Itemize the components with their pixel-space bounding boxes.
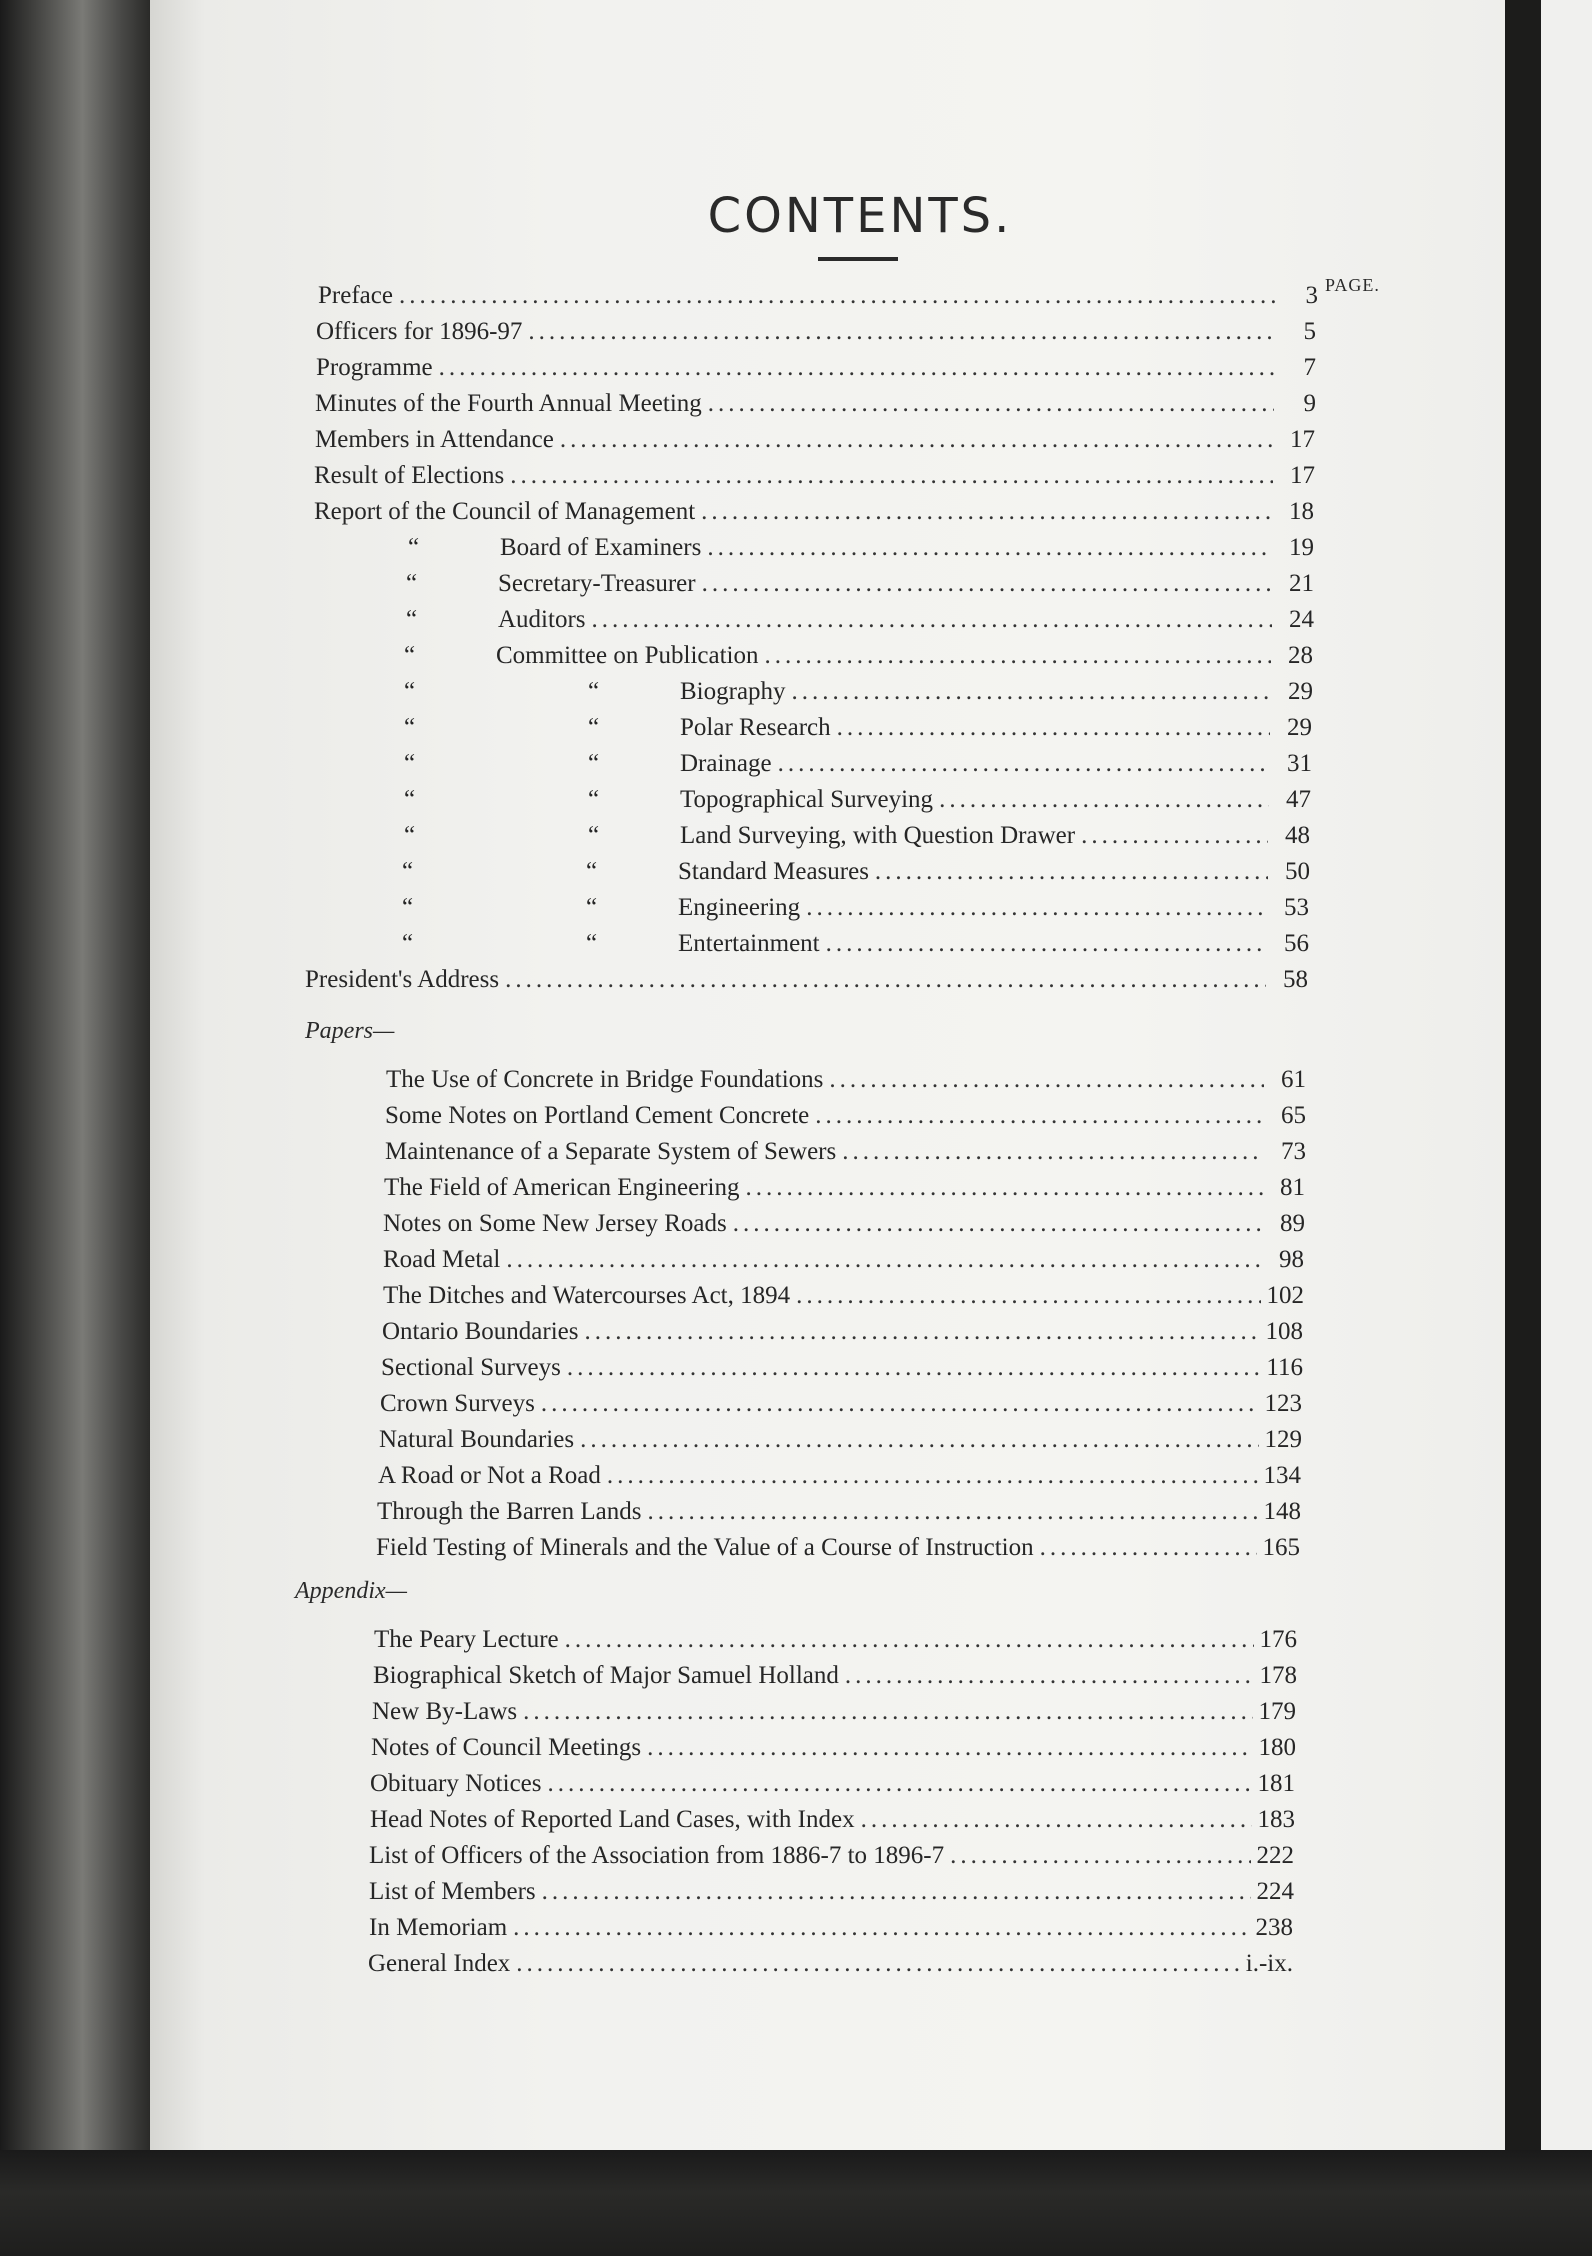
toc-entry-title xyxy=(406,606,586,634)
toc-entry-title xyxy=(368,1950,510,1978)
dot-leader xyxy=(778,750,1270,778)
toc-entry xyxy=(316,318,1316,352)
toc-entry-page-number: 98 xyxy=(1279,1246,1304,1273)
toc-entry xyxy=(383,1282,1304,1316)
toc-entry-text: The Use of Concrete in Bridge Foundations xyxy=(386,1066,824,1093)
toc-entry-text: Topographical Surveying xyxy=(680,786,934,813)
toc-entry xyxy=(314,462,1315,496)
toc-entry-text: Through the Barren Lands xyxy=(377,1498,642,1525)
toc-entry-page-number: 48 xyxy=(1285,822,1310,849)
ditto-mark: “ xyxy=(404,822,416,849)
toc-entry-page-number: 18 xyxy=(1289,498,1314,525)
toc-entry-title xyxy=(379,1426,574,1454)
toc-entry xyxy=(368,1950,1293,1984)
toc-entry-title xyxy=(385,1102,809,1130)
toc-entry-page-number: 3 xyxy=(1305,282,1318,309)
toc-entry xyxy=(373,1662,1297,1696)
toc-entry-page-number: 134 xyxy=(1263,1462,1301,1489)
toc-entry-text: Secretary-Treasurer xyxy=(498,570,696,597)
toc-entry-page-number: 65 xyxy=(1281,1102,1306,1129)
toc-entry xyxy=(369,1914,1293,1948)
ditto-mark: “ xyxy=(586,894,598,921)
toc-entry-title xyxy=(315,426,554,454)
toc-entry-page-number: 53 xyxy=(1284,894,1309,921)
dot-leader xyxy=(837,714,1270,742)
toc-entry-text: Natural Boundaries xyxy=(379,1426,575,1453)
toc-entry-title xyxy=(371,1734,641,1762)
dot-leader xyxy=(541,1390,1259,1418)
toc-entry-page-number: 21 xyxy=(1289,570,1314,597)
toc-entry-text: Sectional Surveys xyxy=(381,1354,561,1381)
dot-leader xyxy=(875,858,1268,886)
toc-entry-title xyxy=(404,678,786,706)
ditto-mark: “ xyxy=(408,534,420,561)
toc-entry-text: Biography xyxy=(680,678,786,705)
toc-entry-title xyxy=(305,966,499,994)
toc-entry-page-number: 181 xyxy=(1257,1770,1295,1797)
toc-entry xyxy=(381,1354,1303,1388)
toc-entry-text: Result of Elections xyxy=(314,462,505,489)
toc-entry-text: Obituary Notices xyxy=(370,1770,542,1797)
toc-entry xyxy=(402,894,1309,928)
toc-entry-title xyxy=(314,462,504,490)
toc-entry xyxy=(382,1318,1303,1352)
toc-entry-page-number: 17 xyxy=(1290,426,1315,453)
toc-entry-text: List of Members xyxy=(369,1878,536,1905)
toc-entry-page-number: 183 xyxy=(1257,1806,1295,1833)
ditto-mark: “ xyxy=(586,858,598,885)
toc-entry-text: In Memoriam xyxy=(369,1914,508,1941)
ditto-mark: “ xyxy=(402,930,414,957)
dot-leader xyxy=(439,354,1274,382)
ditto-mark: “ xyxy=(406,606,418,633)
toc-entry-title xyxy=(383,1246,500,1274)
dot-leader xyxy=(829,1066,1264,1094)
toc-entry-page-number: 179 xyxy=(1258,1698,1296,1725)
toc-entry xyxy=(369,1842,1294,1876)
page-column-label: PAGE. xyxy=(1325,275,1380,295)
toc-entry-title xyxy=(315,390,702,418)
toc-entry-page-number: 123 xyxy=(1264,1390,1302,1417)
toc-entry-text: Land Surveying, with Question Drawer xyxy=(680,822,1076,849)
toc-entry xyxy=(377,1498,1301,1532)
dot-leader xyxy=(607,1462,1258,1490)
dot-leader xyxy=(745,1174,1263,1202)
toc-entry xyxy=(385,1102,1306,1136)
toc-entry-page-number: 5 xyxy=(1303,318,1316,345)
toc-entry xyxy=(371,1734,1296,1768)
toc-entry xyxy=(404,822,1310,856)
dot-leader xyxy=(1040,1534,1257,1562)
dot-leader xyxy=(648,1498,1258,1526)
page-title: CONTENTS. xyxy=(707,188,1013,244)
dot-leader xyxy=(567,1354,1261,1382)
dot-leader xyxy=(513,1914,1249,1942)
toc-entry xyxy=(402,858,1310,892)
toc-entry-title xyxy=(372,1698,517,1726)
toc-entry-text: Notes on Some New Jersey Roads xyxy=(383,1210,727,1237)
toc-entry-page-number: 28 xyxy=(1288,642,1313,669)
toc-entry-page-number: 116 xyxy=(1266,1354,1303,1381)
toc-entry-text: The Field of American Engineering xyxy=(384,1174,740,1201)
toc-entry-title xyxy=(316,318,522,346)
toc-entry-page-number: 176 xyxy=(1259,1626,1297,1653)
toc-entry-title xyxy=(383,1210,727,1238)
ditto-mark: “ xyxy=(404,786,416,813)
toc-entry-title xyxy=(374,1626,559,1654)
toc-entry-title xyxy=(369,1914,507,1942)
toc-entry-page-number: 224 xyxy=(1256,1878,1294,1905)
dot-leader xyxy=(584,1318,1259,1346)
toc-entry-text: New By-Laws xyxy=(372,1698,518,1725)
toc-entry xyxy=(406,570,1314,604)
toc-entry-page-number: 178 xyxy=(1259,1662,1297,1689)
toc-entry-title xyxy=(370,1806,855,1834)
ditto-mark: “ xyxy=(402,894,414,921)
toc-entry-title xyxy=(378,1462,601,1490)
ditto-mark: “ xyxy=(588,750,600,777)
toc-entry-text: Maintenance of a Separate System of Sewers xyxy=(385,1138,837,1165)
dot-leader xyxy=(505,966,1266,994)
dot-leader xyxy=(796,1282,1260,1310)
toc-entry-title xyxy=(373,1662,839,1690)
toc-entry xyxy=(378,1462,1301,1496)
ditto-mark: “ xyxy=(404,750,416,777)
dot-leader xyxy=(506,1246,1262,1274)
toc-entry-title xyxy=(383,1282,790,1310)
toc-entry xyxy=(369,1878,1294,1912)
toc-entry-title xyxy=(404,786,933,814)
toc-entry-title xyxy=(381,1354,561,1382)
toc-entry xyxy=(318,282,1318,316)
dot-leader xyxy=(523,1698,1252,1726)
toc-entry xyxy=(406,606,1314,640)
toc-entry-title xyxy=(377,1498,642,1526)
toc-entry-text: Notes of Council Meetings xyxy=(371,1734,642,1761)
toc-entry-page-number: 165 xyxy=(1262,1534,1300,1561)
dot-leader xyxy=(708,390,1274,418)
toc-entry-title xyxy=(404,750,772,778)
toc-entry-title xyxy=(385,1138,836,1166)
toc-entry-title xyxy=(402,858,869,886)
dot-leader xyxy=(764,642,1271,670)
toc-entry-text: The Ditches and Watercourses Act, 1894 xyxy=(383,1282,791,1309)
toc-entry-page-number: 29 xyxy=(1288,678,1313,705)
toc-entry-title xyxy=(404,822,1075,850)
ditto-mark: “ xyxy=(586,930,598,957)
dot-leader xyxy=(580,1426,1258,1454)
dot-leader xyxy=(826,930,1267,958)
dot-leader xyxy=(542,1878,1251,1906)
toc-entry-text: Minutes of the Fourth Annual Meeting xyxy=(315,390,702,417)
toc-entry-title xyxy=(380,1390,535,1418)
toc-entry-title xyxy=(404,714,831,742)
section-heading-papers: Papers— xyxy=(305,1018,395,1044)
toc-entry-title xyxy=(370,1770,541,1798)
toc-entry-page-number: 148 xyxy=(1263,1498,1301,1525)
toc-entry-title xyxy=(406,570,696,598)
dot-leader xyxy=(647,1734,1252,1762)
toc-entry xyxy=(305,966,1308,1000)
toc-entry-text: Ontario Boundaries xyxy=(382,1318,579,1345)
dot-leader xyxy=(842,1138,1264,1166)
toc-entry-page-number: 29 xyxy=(1287,714,1312,741)
toc-entry xyxy=(384,1174,1305,1208)
toc-entry-text: Committee on Publication xyxy=(496,642,759,669)
dot-leader xyxy=(547,1770,1251,1798)
toc-entry xyxy=(374,1626,1297,1660)
toc-entry-page-number: 31 xyxy=(1287,750,1312,777)
toc-entry-text: Head Notes of Reported Land Cases, with Index xyxy=(370,1806,855,1833)
toc-entry xyxy=(379,1426,1302,1460)
toc-entry xyxy=(315,426,1315,460)
toc-entry xyxy=(404,714,1312,748)
toc-entry xyxy=(370,1806,1295,1840)
toc-entry-text: Polar Research xyxy=(680,714,831,741)
toc-entry-title xyxy=(369,1878,536,1906)
toc-entry-text: Members in Attendance xyxy=(315,426,554,453)
toc-entry xyxy=(402,930,1309,964)
toc-entry xyxy=(383,1210,1305,1244)
toc-entry-text: Road Metal xyxy=(383,1246,501,1273)
dot-leader xyxy=(950,1842,1250,1870)
ditto-mark: “ xyxy=(406,570,418,597)
toc-entry-page-number: 102 xyxy=(1266,1282,1304,1309)
toc-entry-page-number: 9 xyxy=(1303,390,1316,417)
toc-entry xyxy=(385,1138,1306,1172)
toc-entry-text: Biographical Sketch of Major Samuel Holland xyxy=(373,1662,839,1689)
toc-entry-page-number: 19 xyxy=(1289,534,1314,561)
toc-entry-title xyxy=(314,498,695,526)
toc-entry-text: Programme xyxy=(316,354,433,381)
toc-entry-page-number: 24 xyxy=(1289,606,1314,633)
toc-entry-text: Report of the Council of Management xyxy=(314,498,696,525)
toc-entry-text: List of Officers of the Association from 1886-7 to 1896-7 xyxy=(369,1842,945,1869)
toc-entry-title xyxy=(316,354,433,382)
dot-leader xyxy=(1081,822,1268,850)
dot-leader xyxy=(806,894,1267,922)
dot-leader xyxy=(702,570,1272,598)
toc-entry-title xyxy=(376,1534,1034,1562)
toc-entry-page-number: 73 xyxy=(1281,1138,1306,1165)
toc-entry xyxy=(408,534,1314,568)
toc-entry-page-number: 56 xyxy=(1284,930,1309,957)
toc-entry-title xyxy=(318,282,393,310)
toc-entry-text: Drainage xyxy=(680,750,772,777)
toc-entry-page-number: 108 xyxy=(1265,1318,1303,1345)
toc-entry-page-number: 50 xyxy=(1285,858,1310,885)
dot-leader xyxy=(701,498,1272,526)
toc-entry-title xyxy=(404,642,758,670)
toc-entry-page-number: 81 xyxy=(1280,1174,1305,1201)
toc-entry-title xyxy=(402,930,820,958)
toc-entry-text: The Peary Lecture xyxy=(374,1626,559,1653)
toc-entry xyxy=(386,1066,1306,1100)
toc-entry xyxy=(315,390,1316,424)
ditto-mark: “ xyxy=(588,822,600,849)
dot-leader xyxy=(845,1662,1254,1690)
ditto-mark: “ xyxy=(402,858,414,885)
toc-entry-page-number: 61 xyxy=(1281,1066,1306,1093)
ditto-mark: “ xyxy=(404,714,416,741)
dot-leader xyxy=(815,1102,1264,1130)
toc-entry-page-number: 129 xyxy=(1264,1426,1302,1453)
toc-entry xyxy=(316,354,1316,388)
toc-entry xyxy=(404,750,1312,784)
toc-entry-page-number: i.-ix. xyxy=(1245,1950,1293,1977)
toc-entry-title xyxy=(408,534,701,562)
toc-entry-text: Auditors xyxy=(498,606,586,633)
toc-entry-text: President's Address xyxy=(305,966,500,993)
dot-leader xyxy=(560,426,1273,454)
dot-leader xyxy=(565,1626,1254,1654)
toc-entry-page-number: 180 xyxy=(1258,1734,1296,1761)
toc-entry-page-number: 58 xyxy=(1283,966,1308,993)
dot-leader xyxy=(399,282,1276,310)
dot-leader xyxy=(939,786,1269,814)
toc-entry-text: Board of Examiners xyxy=(500,534,702,561)
toc-entry-text: Standard Measures xyxy=(678,858,869,885)
dot-leader xyxy=(592,606,1273,634)
toc-entry-text: General Index xyxy=(368,1950,511,1977)
toc-entry-text: Preface xyxy=(318,282,393,309)
toc-entry-text: Some Notes on Portland Cement Concrete xyxy=(385,1102,810,1129)
section-heading-appendix: Appendix— xyxy=(295,1578,407,1604)
toc-entry-text: A Road or Not a Road xyxy=(378,1462,601,1489)
dot-leader xyxy=(510,462,1273,490)
toc-entry xyxy=(314,498,1314,532)
dot-leader xyxy=(528,318,1274,346)
toc-entry-page-number: 17 xyxy=(1290,462,1315,489)
toc-entry xyxy=(404,642,1313,676)
toc-entry-text: Officers for 1896-97 xyxy=(316,318,523,345)
ditto-mark: “ xyxy=(404,678,416,705)
dot-leader xyxy=(861,1806,1252,1834)
toc-entry-page-number: 222 xyxy=(1256,1842,1294,1869)
toc-entry-page-number: 7 xyxy=(1303,354,1316,381)
toc-entry xyxy=(370,1770,1295,1804)
dot-leader xyxy=(707,534,1272,562)
dot-leader xyxy=(792,678,1271,706)
toc-entry-title xyxy=(382,1318,578,1346)
ditto-mark: “ xyxy=(404,642,416,669)
toc-entry-title xyxy=(369,1842,944,1870)
ditto-mark: “ xyxy=(588,714,600,741)
toc-entry-title xyxy=(384,1174,739,1202)
toc-entry xyxy=(404,678,1313,712)
toc-entry xyxy=(380,1390,1302,1424)
toc-entry xyxy=(383,1246,1304,1280)
toc-entry xyxy=(404,786,1311,820)
toc-entry-text: Crown Surveys xyxy=(380,1390,535,1417)
ditto-mark: “ xyxy=(588,678,600,705)
toc-entry-title xyxy=(386,1066,823,1094)
toc-entry-title xyxy=(402,894,800,922)
toc-entry xyxy=(376,1534,1300,1568)
ditto-mark: “ xyxy=(588,786,600,813)
toc-entry xyxy=(372,1698,1296,1732)
toc-entry-text: Engineering xyxy=(678,894,801,921)
toc-entry-page-number: 89 xyxy=(1280,1210,1305,1237)
toc-entry-text: Field Testing of Minerals and the Value of a Course of Instruction xyxy=(376,1534,1034,1561)
dot-leader xyxy=(516,1950,1239,1978)
toc-entry-page-number: 238 xyxy=(1255,1914,1293,1941)
toc-entry-text: Entertainment xyxy=(678,930,820,957)
toc-entry-page-number: 47 xyxy=(1286,786,1311,813)
dot-leader xyxy=(733,1210,1263,1238)
